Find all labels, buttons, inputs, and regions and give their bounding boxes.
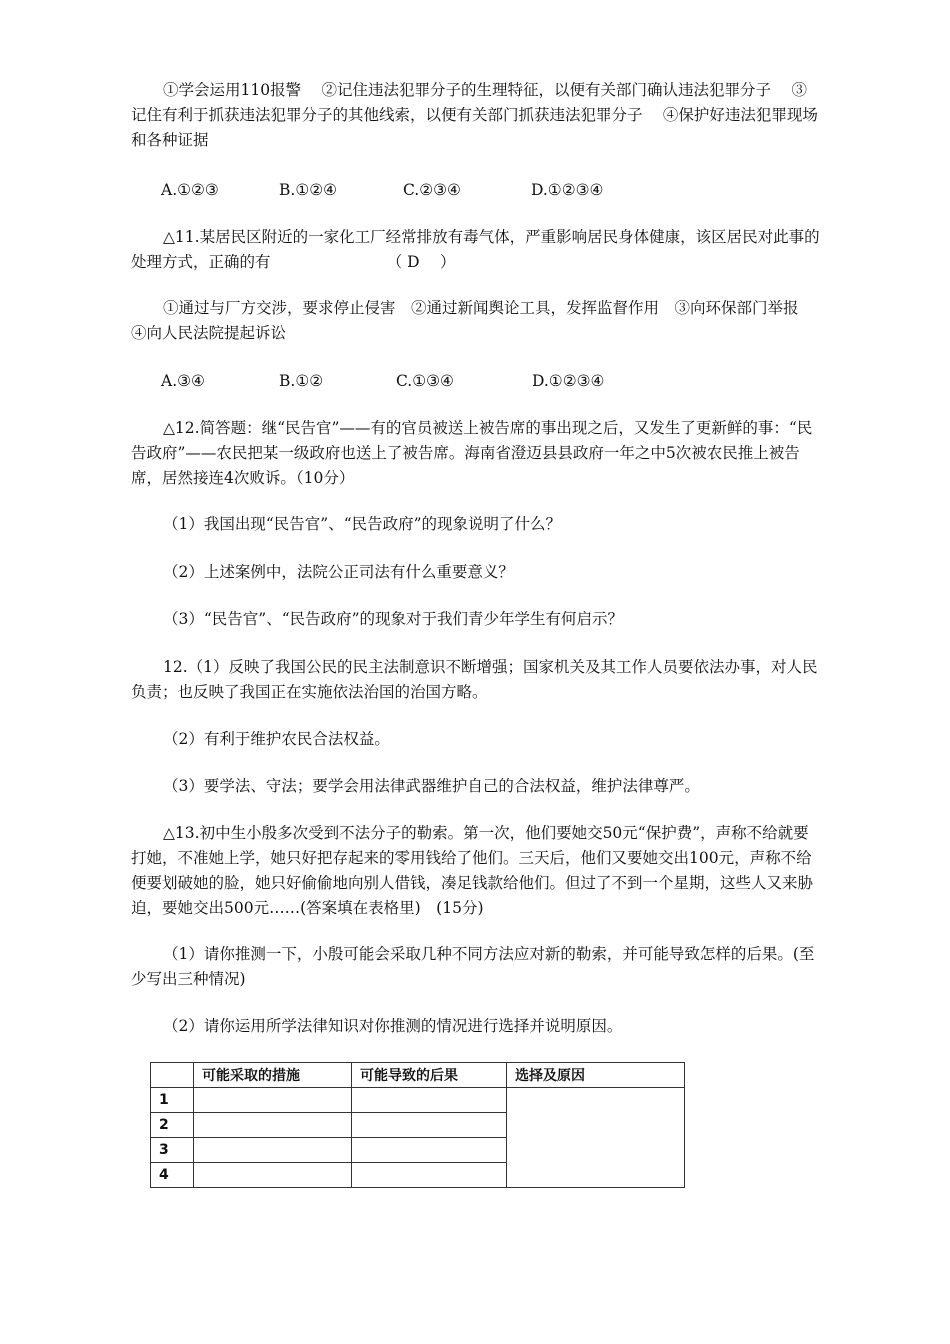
- q12-answer2: （2）有利于维护农民合法权益。: [163, 730, 390, 748]
- q12-sub2: （2）上述案例中，法院公正司法有什么重要意义？: [163, 563, 514, 581]
- table-header-choice-reason: 选择及原因: [507, 1063, 685, 1088]
- q12-sub1: （1）我国出现“民告官”、“民告政府”的现象说明了什么？: [163, 515, 562, 533]
- measure-cell[interactable]: [194, 1113, 352, 1138]
- row-number: 3: [151, 1138, 194, 1163]
- q12-answer3: （3）要学法、守法；要学会用法律武器维护自己的合法权益，维护法律尊严。: [163, 777, 700, 795]
- q10-option-c: C.②③④: [403, 181, 461, 199]
- q13-sub2: （2）请你运用所学法律知识对你推测的情况进行选择并说明原因。: [163, 1017, 623, 1035]
- consequence-cell[interactable]: [352, 1163, 507, 1188]
- choice-reason-cell[interactable]: [507, 1088, 685, 1188]
- table-header-measures: 可能采取的措施: [194, 1063, 352, 1088]
- q10-option-d: D.①②③④: [531, 181, 604, 199]
- answer-table: [150, 1062, 685, 1188]
- row-number: 2: [151, 1113, 194, 1138]
- q10-options: [161, 178, 603, 203]
- measure-cell[interactable]: [194, 1138, 352, 1163]
- consequence-cell[interactable]: [352, 1138, 507, 1163]
- q11-stem: △11.某居民区附近的一家化工厂经常排放有毒气体，严重影响居民身体健康，该区居民对此事的处理方式，正确的有 （ D ）: [131, 228, 820, 271]
- measure-cell[interactable]: [194, 1163, 352, 1188]
- q10-option-a: A.①②③: [161, 181, 219, 199]
- table-header-blank: [151, 1063, 194, 1088]
- consequence-cell[interactable]: [352, 1088, 507, 1113]
- q11-option-a: A.③④: [161, 372, 205, 390]
- q11-option-b: B.①②: [279, 372, 324, 390]
- q13-stem: △13.初中生小殷多次受到不法分子的勒索。第一次，他们要她交50元“保护费”，声称不给就要打她，不准她上学，她只好把存起来的零用钱给了他们。三天后，他们又要她交出100元，声称不给便要划破她的脸，她只好偷偷地向别人借钱，凑足钱款给他们。但过了不到一个星期，这些人又来胁迫，要她交出500元……(答案填在表格里) (15分): [131, 824, 814, 917]
- row-number: 1: [151, 1088, 194, 1113]
- row-number: 4: [151, 1163, 194, 1188]
- q12-stem: △12.简答题：继“民告官”——有的官员被送上被告席的事出现之后，又发生了更新鲜的事：“民告政府”——农民把某一级政府也送上了被告席。海南省澄迈县县政府一年之中5次被农民推上被告席，居然接连4次败诉。（10分）: [131, 419, 813, 487]
- q13-sub1: （1）请你推测一下，小殷可能会采取几种不同方法应对新的勒索，并可能导致怎样的后果。(至少写出三种情况): [131, 945, 815, 988]
- measure-cell[interactable]: [194, 1088, 352, 1113]
- table-header-row: [151, 1063, 685, 1088]
- q11-option-d: D.①②③④: [532, 372, 605, 390]
- q10-statements: ①学会运用110报警 ②记住违法犯罪分子的生理特征，以便有关部门确认违法犯罪分子 ③记住有利于抓获违法犯罪分子的其他线索，以便有关部门抓获违法犯罪分子 ④保护好违法犯罪现场和各种证据: [131, 81, 818, 149]
- q11-options: [161, 369, 604, 394]
- q11-option-c: C.①③④: [396, 372, 454, 390]
- q10-option-b: B.①②④: [279, 181, 338, 199]
- table-row: [151, 1088, 685, 1113]
- q12-sub3: （3）“民告官”、“民告政府”的现象对于我们青少年学生有何启示？: [163, 610, 624, 628]
- consequence-cell[interactable]: [352, 1113, 507, 1138]
- q11-statements: ①通过与厂方交涉，要求停止侵害 ②通过新闻舆论工具，发挥监督作用 ③向环保部门举报 ④向人民法院提起诉讼: [131, 299, 815, 342]
- q12-answer1: 12.（1）反映了我国公民的民主法制意识不断增强；国家机关及其工作人员要依法办事，对人民负责；也反映了我国正在实施依法治国的治国方略。: [131, 658, 818, 701]
- table-header-consequences: 可能导致的后果: [352, 1063, 507, 1088]
